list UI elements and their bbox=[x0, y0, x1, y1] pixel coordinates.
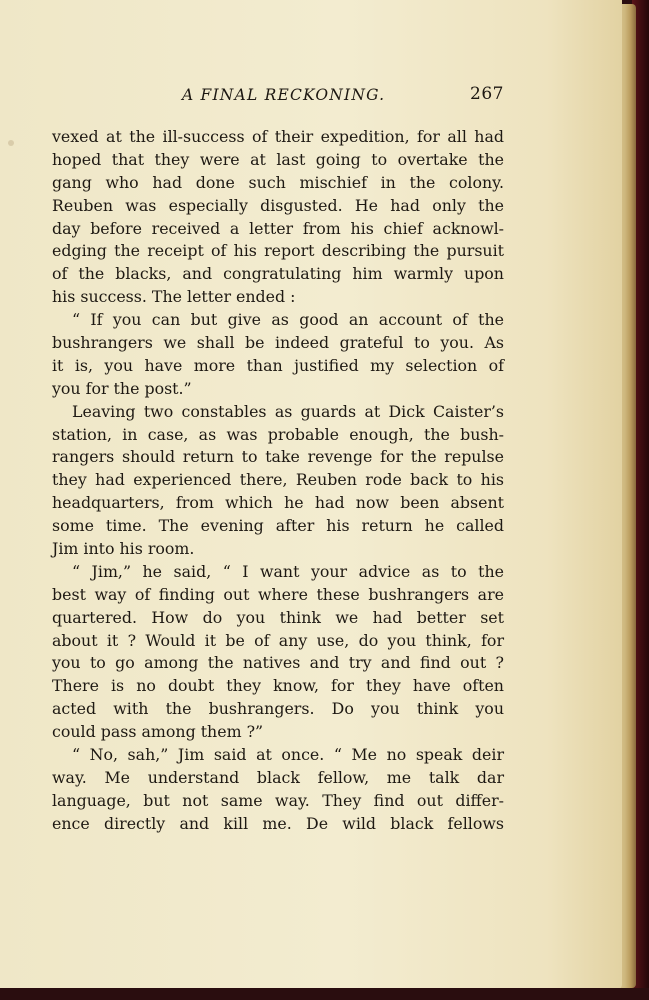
text-line: language, but not same way. They find out differ- bbox=[52, 790, 504, 810]
text-line: you for the post.” bbox=[52, 378, 192, 398]
page-header bbox=[54, 84, 506, 110]
text-line: of the blacks, and congratulating him warmly upon bbox=[52, 264, 504, 284]
text-line: Jim into his room. bbox=[52, 539, 195, 559]
text-line: “ Jim,” he said, “ I want your advice as to the bbox=[72, 561, 504, 581]
text-line: headquarters, from which he had now been absent bbox=[52, 493, 504, 513]
text-line: it is, you have more than justified my selection of bbox=[52, 355, 504, 375]
running-head: A FINAL RECKONING. bbox=[182, 86, 386, 104]
text-line: gang who had done such mischief in the colony. bbox=[52, 172, 504, 192]
text-line: about it ? Would it be of any use, do you think, for bbox=[52, 630, 504, 650]
text-line: vexed at the ill-success of their expedition, for all had bbox=[52, 127, 504, 146]
text-line: edging the receipt of his report describing the pursuit bbox=[52, 241, 504, 261]
text-line: “ If you can but give as good an account of the bbox=[72, 310, 504, 330]
text-line: station, in case, as was probable enough, the bush- bbox=[52, 424, 504, 444]
text-line: day before received a letter from his chief acknowl- bbox=[52, 218, 504, 238]
text-line: way. Me understand black fellow, me talk dar bbox=[52, 767, 504, 787]
text-line: Reuben was especially disgusted. He had only the bbox=[52, 195, 504, 215]
text-line: There is no doubt they know, for they have often bbox=[52, 676, 504, 696]
text-line: bushrangers we shall be indeed grateful to you. As bbox=[52, 333, 504, 353]
text-line: “ No, sah,” Jim said at once. “ Me no speak deir bbox=[72, 745, 504, 765]
text-line: his success. The letter ended : bbox=[52, 287, 296, 307]
page-number: 267 bbox=[470, 84, 504, 104]
text-line: quartered. How do you think we had better set bbox=[52, 607, 504, 627]
text-line: rangers should return to take revenge for the repulse bbox=[52, 447, 504, 467]
text-line: could pass among them ?” bbox=[52, 722, 264, 742]
bottom-shadow bbox=[0, 988, 649, 1000]
text-line: hoped that they were at last going to overtake the bbox=[52, 149, 504, 169]
text-line: they had experienced there, Reuben rode back to his bbox=[52, 470, 504, 490]
text-line: you to go among the natives and try and find out ? bbox=[52, 653, 504, 673]
text-line: some time. The evening after his return he called bbox=[52, 516, 504, 536]
paper-spot bbox=[8, 140, 14, 146]
text-line: best way of finding out where these bushrangers are bbox=[52, 584, 504, 604]
text-line: Leaving two constables as guards at Dick Caister’s bbox=[72, 401, 504, 421]
text-line: ence directly and kill me. De wild black fellows bbox=[52, 813, 504, 833]
body-text bbox=[52, 126, 504, 836]
text-line: acted with the bushrangers. Do you think you bbox=[52, 699, 504, 719]
